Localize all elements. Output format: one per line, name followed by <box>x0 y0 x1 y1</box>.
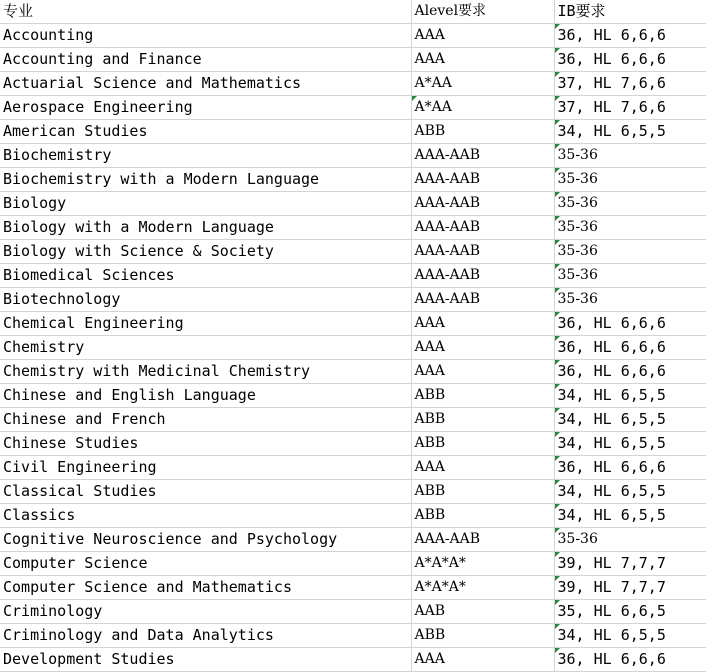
cell-major[interactable]: Chinese and English Language <box>0 384 411 408</box>
cell-alevel[interactable]: AAA <box>411 648 554 672</box>
table-row <box>0 336 706 360</box>
cell-major[interactable]: Cognitive Neuroscience and Psychology <box>0 528 411 552</box>
cell-alevel[interactable]: AAA-AAB <box>411 192 554 216</box>
table-row <box>0 456 706 480</box>
table-row <box>0 312 706 336</box>
cell-major[interactable]: Biomedical Sciences <box>0 264 411 288</box>
cell-major[interactable]: Computer Science and Mathematics <box>0 576 411 600</box>
cell-ib[interactable]: 35-36 <box>554 528 706 552</box>
table-row <box>0 96 706 120</box>
cell-major[interactable]: Classical Studies <box>0 480 411 504</box>
cell-alevel[interactable]: AAA <box>411 456 554 480</box>
table-row <box>0 576 706 600</box>
table-row <box>0 432 706 456</box>
cell-major[interactable]: Chemical Engineering <box>0 312 411 336</box>
header-cell-ib[interactable]: IB要求 <box>554 0 706 24</box>
cell-ib[interactable]: 35-36 <box>554 192 706 216</box>
table-row <box>0 504 706 528</box>
table-row <box>0 48 706 72</box>
header-cell-major[interactable]: 专业 <box>0 0 411 24</box>
table-row <box>0 624 706 648</box>
cell-major[interactable]: Chinese Studies <box>0 432 411 456</box>
cell-ib[interactable]: 34, HL 6,5,5 <box>554 120 706 144</box>
cell-ib[interactable]: 34, HL 6,5,5 <box>554 624 706 648</box>
cell-major[interactable]: Biology with Science & Society <box>0 240 411 264</box>
table-row <box>0 552 706 576</box>
table-row <box>0 216 706 240</box>
table-row <box>0 384 706 408</box>
table-row <box>0 120 706 144</box>
cell-major[interactable]: Civil Engineering <box>0 456 411 480</box>
cell-ib[interactable]: 36, HL 6,6,6 <box>554 360 706 384</box>
cell-ib[interactable]: 37, HL 7,6,6 <box>554 72 706 96</box>
table-row <box>0 648 706 672</box>
cell-major[interactable]: Biochemistry with a Modern Language <box>0 168 411 192</box>
cell-ib[interactable]: 35-36 <box>554 264 706 288</box>
cell-ib[interactable]: 36, HL 6,6,6 <box>554 456 706 480</box>
table-row <box>0 528 706 552</box>
cell-alevel[interactable]: ABB <box>411 480 554 504</box>
cell-ib[interactable]: 35-36 <box>554 168 706 192</box>
cell-alevel[interactable]: AAA-AAB <box>411 216 554 240</box>
table-row <box>0 600 706 624</box>
cell-major[interactable]: American Studies <box>0 120 411 144</box>
cell-alevel[interactable]: AAA-AAB <box>411 168 554 192</box>
table-row <box>0 240 706 264</box>
cell-major[interactable]: Development Studies <box>0 648 411 672</box>
cell-ib[interactable]: 36, HL 6,6,6 <box>554 648 706 672</box>
cell-ib[interactable]: 35-36 <box>554 240 706 264</box>
cell-ib[interactable]: 35-36 <box>554 144 706 168</box>
cell-ib[interactable]: 34, HL 6,5,5 <box>554 384 706 408</box>
cell-alevel[interactable]: ABB <box>411 432 554 456</box>
cell-major[interactable]: Accounting <box>0 24 411 48</box>
cell-ib[interactable]: 35, HL 6,6,5 <box>554 600 706 624</box>
table-row <box>0 144 706 168</box>
cell-major[interactable]: Biology <box>0 192 411 216</box>
cell-ib[interactable]: 36, HL 6,6,6 <box>554 336 706 360</box>
cell-ib[interactable]: 39, HL 7,7,7 <box>554 576 706 600</box>
cell-alevel[interactable]: AAA <box>411 48 554 72</box>
cell-alevel[interactable]: AAA <box>411 24 554 48</box>
cell-alevel[interactable]: A*AA <box>411 96 554 120</box>
cell-major[interactable]: Classics <box>0 504 411 528</box>
cell-ib[interactable]: 34, HL 6,5,5 <box>554 480 706 504</box>
cell-ib[interactable]: 39, HL 7,7,7 <box>554 552 706 576</box>
table-row <box>0 192 706 216</box>
cell-major[interactable]: Chinese and French <box>0 408 411 432</box>
cell-major[interactable]: Criminology <box>0 600 411 624</box>
cell-alevel[interactable]: AAA-AAB <box>411 240 554 264</box>
table-row <box>0 408 706 432</box>
cell-major[interactable]: Criminology and Data Analytics <box>0 624 411 648</box>
table-row <box>0 288 706 312</box>
cell-alevel[interactable]: A*A*A* <box>411 576 554 600</box>
cell-alevel[interactable]: AAA-AAB <box>411 144 554 168</box>
header-cell-alevel[interactable]: Alevel要求 <box>411 0 554 24</box>
cell-major[interactable]: Accounting and Finance <box>0 48 411 72</box>
cell-major[interactable]: Chemistry with Medicinal Chemistry <box>0 360 411 384</box>
cell-alevel[interactable]: AAA-AAB <box>411 288 554 312</box>
cell-ib[interactable]: 36, HL 6,6,6 <box>554 48 706 72</box>
cell-major[interactable]: Aerospace Engineering <box>0 96 411 120</box>
cell-ib[interactable]: 37, HL 7,6,6 <box>554 96 706 120</box>
cell-alevel[interactable]: ABB <box>411 408 554 432</box>
cell-alevel[interactable]: AAB <box>411 600 554 624</box>
cell-alevel[interactable]: AAA-AAB <box>411 264 554 288</box>
cell-alevel[interactable]: A*AA <box>411 72 554 96</box>
cell-alevel[interactable]: ABB <box>411 120 554 144</box>
table-row <box>0 72 706 96</box>
cell-major[interactable]: Biology with a Modern Language <box>0 216 411 240</box>
cell-alevel[interactable]: A*A*A* <box>411 552 554 576</box>
cell-alevel[interactable]: ABB <box>411 384 554 408</box>
cell-ib[interactable]: 35-36 <box>554 288 706 312</box>
table-row <box>0 360 706 384</box>
cell-alevel[interactable]: AAA <box>411 312 554 336</box>
table-row <box>0 264 706 288</box>
cell-major[interactable]: Biochemistry <box>0 144 411 168</box>
cell-alevel[interactable]: AAA <box>411 336 554 360</box>
table-row <box>0 480 706 504</box>
cell-ib[interactable]: 35-36 <box>554 216 706 240</box>
header-row <box>0 0 706 24</box>
cell-major[interactable]: Computer Science <box>0 552 411 576</box>
table-row <box>0 24 706 48</box>
cell-alevel[interactable]: ABB <box>411 504 554 528</box>
cell-ib[interactable]: 36, HL 6,6,6 <box>554 312 706 336</box>
cell-alevel[interactable]: AAA <box>411 360 554 384</box>
cell-ib[interactable]: 36, HL 6,6,6 <box>554 24 706 48</box>
cell-ib[interactable]: 34, HL 6,5,5 <box>554 432 706 456</box>
table-row <box>0 168 706 192</box>
cell-alevel[interactable]: ABB <box>411 624 554 648</box>
cell-major[interactable]: Chemistry <box>0 336 411 360</box>
cell-major[interactable]: Actuarial Science and Mathematics <box>0 72 411 96</box>
cell-alevel[interactable]: AAA-AAB <box>411 528 554 552</box>
cell-major[interactable]: Biotechnology <box>0 288 411 312</box>
cell-ib[interactable]: 34, HL 6,5,5 <box>554 408 706 432</box>
cell-ib[interactable]: 34, HL 6,5,5 <box>554 504 706 528</box>
